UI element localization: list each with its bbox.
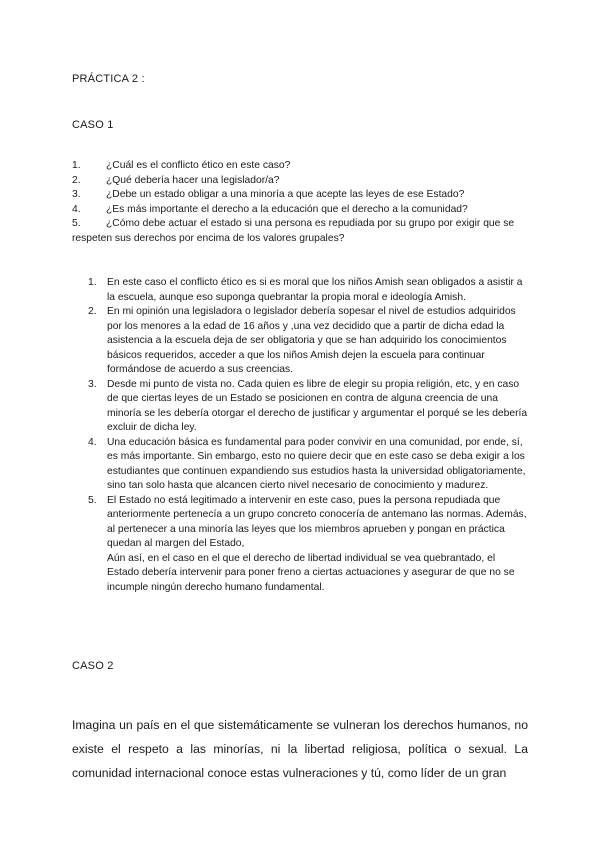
answer-text-continued: Aún así, en el caso en el que el derecho de libertad individual se vea quebrantado, el Estado debería intervenir para poner freno a ciertas actuaciones y asegurar de que no se incumple ningún derecho humano fundamental. [107,552,515,593]
case1-questions [72,159,532,246]
answer-text: El Estado no está legitimado a intervenir en este caso, pues la persona repudiada que anteriormente pertenecía a un grupo concreto conocería de antemano las normas. Además, al pertenecer a una minoría las leyes que los miembros aprueben y pongan en práctica quedan al margen del Estado, [107,494,527,549]
answer-number: 1. [88,277,97,288]
practice-title: PRÁCTICA 2 : [72,73,145,85]
question-number: 1. [72,160,81,171]
answer-item [88,494,528,596]
answer-text: En mi opinión una legisladora o legislador debería sopesar el nivel de estudios adquiridos por los menores a la edad de 16 años y ,una vez decidido que a partir de dicha edad la asistencia a la escuela deja de ser obligatoria y que se han adquirido los conocimientos básicos requeridos, acceder a que los niños Amish dejen la escuela para continuar formándose de acuerdo a sus creencias. [107,306,516,375]
answer-text: Desde mi punto de vista no. Cada quien es libre de elegir su propia religión, etc, y en caso de que ciertas leyes de un Estado se posicionen en contra de alguna creencia de una minoría se les debería otorgar el derecho de justificar y argumentar el porqué se les debería excluir de dicha ley. [107,378,528,433]
case1-heading: CASO 1 [72,119,114,131]
question-number: 3. [72,189,81,200]
case2-paragraph: Imagina un país en el que sistemáticamente se vulneran los derechos humanos, no existe el respeto a las minorías, ni la libertad religiosa, política o sexual. La comunidad internacional conoce estas vulneraciones y tú, como líder de un gran [72,718,528,780]
answer-number: 4. [88,436,97,448]
case2-heading: CASO 2 [72,660,114,672]
answer-number: 2. [88,306,97,317]
case1-answers [88,276,528,595]
question-text: ¿Debe un estado obligar a una minoría a que acepte las leyes de ese Estado? [106,189,465,200]
answer-item [88,276,528,305]
answer-text: Una educación básica es fundamental para poder convivir en una comunidad, por ende, sí, es más importante. Sin embargo, esto no quiere decir que en este caso se deba exigir a los estudiantes que continuen expandiendo sus estudios hasta la universidad obligatoriamente, sino tan solo hasta que alcancen cierto nivel necesario de conocimiento y madurez. [107,436,526,491]
answer-item [88,436,528,494]
question-item [72,174,532,189]
answer-number: 3. [88,378,97,390]
question-text: ¿Qué debería hacer una legislador/a? [106,174,280,186]
question-item [72,188,532,203]
question-text: ¿Es más importante el derecho a la educación que el derecho a la comunidad? [106,203,468,215]
question-item [72,217,532,246]
answer-item [88,378,528,436]
question-number: 4. [72,203,81,215]
question-text: ¿Cuál es el conflicto ético en este caso? [106,160,291,171]
question-number: 5. [72,218,81,229]
question-text: ¿Cómo debe actuar el estado si una persona es repudiada por su grupo por exigir que se respeten sus derechos por encima de los valores grupales? [72,218,515,244]
answer-text: En este caso el conflicto ético es si es moral que los niños Amish sean obligados a asistir a la escuela, aunque eso suponga quebrantar la propia moral e ideología Amish. [107,277,523,303]
answer-number: 5. [88,494,97,506]
question-item [72,203,532,218]
answer-item [88,305,528,378]
question-item [72,159,532,174]
question-number: 2. [72,174,81,186]
